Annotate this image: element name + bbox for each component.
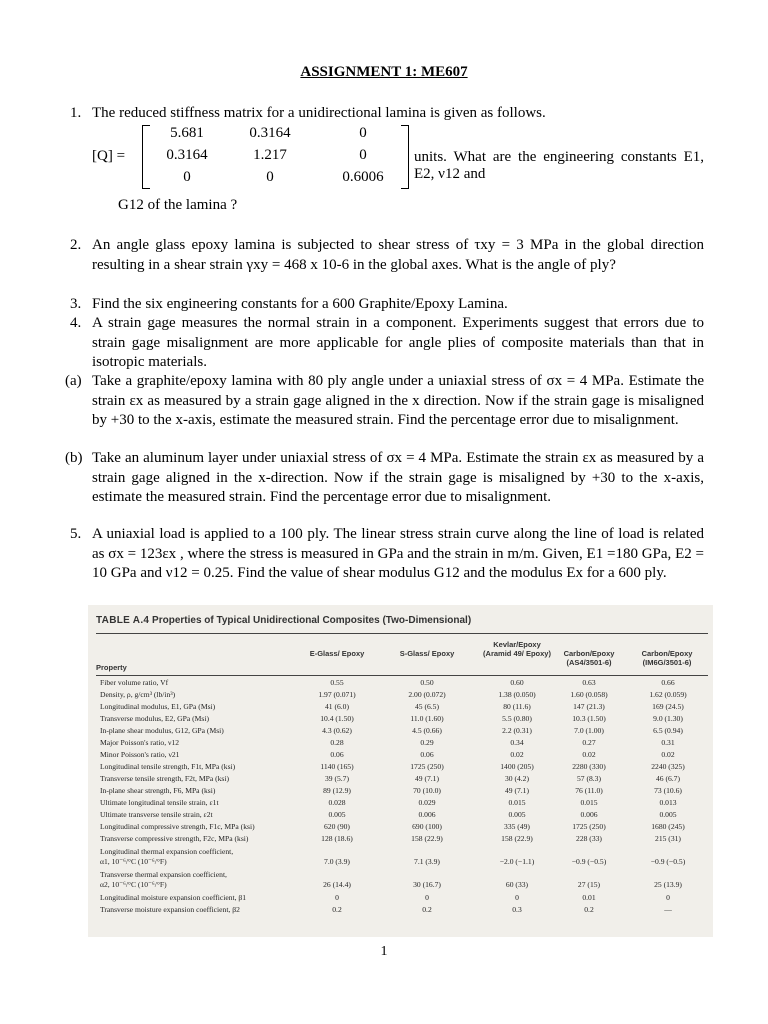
table-cell: 39 (5.7)	[324, 774, 350, 783]
table-cell: 0.06	[330, 750, 344, 759]
table-cell: 2.2 (0.31)	[502, 726, 532, 735]
question-text: A strain gage measures the normal strain in a component. Experiments suggest that errors due to strain gage misalignment are more applicable for angle plies of composite materials than that in isotropic materials.	[92, 315, 704, 370]
table-cell: 49 (7.1)	[414, 774, 440, 783]
table-cell: 0	[666, 893, 670, 902]
table-cell: 0.2	[422, 905, 432, 914]
table-caption-label: TABLE A.4	[96, 615, 150, 626]
table-cell: 158 (22.9)	[411, 834, 443, 843]
stiffness-matrix	[92, 125, 704, 193]
table-cell: 0.63	[582, 678, 596, 687]
table-cell: 0.013	[659, 798, 677, 807]
matrix-cell: 1.217	[253, 147, 287, 163]
table-row-property: Ultimate longitudinal tensile strain, ε1t	[100, 798, 219, 807]
table-cell: 2240 (325)	[651, 762, 685, 771]
table-cell: 89 (12.9)	[323, 786, 351, 795]
table-cell: 0	[425, 893, 429, 902]
table-cell: 0.31	[661, 738, 675, 747]
table-cell: 0.60	[510, 678, 524, 687]
table-cell: 0.005	[659, 810, 677, 819]
table-cell: 0.2	[332, 905, 342, 914]
question-text: The reduced stiffness matrix for a unidirectional lamina is given as follows.	[92, 105, 546, 121]
page-title: ASSIGNMENT 1: ME607	[300, 64, 468, 80]
table-cell: 2280 (330)	[572, 762, 606, 771]
table-row-property: Longitudinal compressive strength, F1c, MPa (ksi)	[100, 822, 255, 831]
question-3	[70, 295, 704, 315]
table-cell: 0.50	[420, 678, 434, 687]
table-cell: 0.66	[661, 678, 675, 687]
question-number: (a)	[65, 373, 82, 389]
matrix-cell: 0	[359, 125, 367, 141]
matrix-bracket-left	[142, 125, 150, 189]
table-cell: −2.0 (−1.1)	[499, 857, 535, 866]
table-rule-top	[96, 633, 708, 634]
table-cell: 73 (10.6)	[654, 786, 682, 795]
table-row-property: Minor Poisson's ratio, ν21	[100, 750, 180, 759]
table-cell: 0.005	[328, 810, 346, 819]
question-number: 5.	[70, 526, 82, 542]
table-cell: 10.3 (1.50)	[572, 714, 606, 723]
table-cell: 0.028	[328, 798, 346, 807]
table-cell: 60 (33)	[505, 880, 529, 889]
table-row-property: Transverse tensile strength, F2t, MPa (ksi)	[100, 774, 230, 783]
table-cell: 57 (8.3)	[576, 774, 602, 783]
table-cell: 45 (6.5)	[414, 702, 440, 711]
table-cell: 76 (11.0)	[575, 786, 603, 795]
table-row-property: In-plane shear modulus, G12, GPa (Msi)	[100, 726, 224, 735]
table-cell: 0.02	[510, 750, 524, 759]
table-cell: 0.006	[580, 810, 598, 819]
matrix-cell: 0	[266, 169, 274, 185]
matrix-cell: 0	[183, 169, 191, 185]
table-row-property: Transverse compressive strength, F2c, MPa (ksi)	[100, 834, 249, 843]
table-row-property: Longitudinal tensile strength, F1t, MPa (ksi)	[100, 762, 236, 771]
question-text: Take an aluminum layer under uniaxial stress of σx = 4 MPa. Estimate the strain εx as measured by a strain gage aligned in the x-direction. Now if the strain gage is misaligned by +30 to the x-axis, estimate the measured strain. Find the percentage error due to misalignment.	[92, 450, 704, 505]
table-cell: 2.00 (0.072)	[408, 690, 446, 699]
question-5	[70, 525, 704, 584]
table-cell: 0.06	[420, 750, 434, 759]
table-cell: 0.02	[661, 750, 675, 759]
question-number: 2.	[70, 237, 82, 253]
table-cell: 147 (21.3)	[573, 702, 605, 711]
table-cell: 10.4 (1.50)	[320, 714, 354, 723]
table-cell: 49 (7.1)	[504, 786, 530, 795]
table-cell: 70 (10.0)	[413, 786, 441, 795]
table-header-col: E-Glass/ Epoxy	[309, 649, 365, 658]
matrix-cell: 0.3164	[166, 147, 208, 163]
table-row-property: Longitudinal moisture expansion coefficient, β1	[100, 893, 247, 902]
question-4a	[65, 372, 704, 431]
matrix-cell: 0.6006	[342, 169, 384, 185]
matrix-label: [Q] =	[92, 148, 126, 164]
table-cell: 11.0 (1.60)	[410, 714, 444, 723]
table-cell: 620 (90)	[324, 822, 350, 831]
table-cell: 0	[335, 893, 339, 902]
table-cell: 1400 (205)	[500, 762, 534, 771]
table-cell: 0.015	[508, 798, 526, 807]
matrix-units-text: units. What are the engineering constants E1, E2, ν12 and	[414, 149, 704, 182]
table-row-property: Density, ρ, g/cm³ (lb/in³)	[100, 690, 176, 699]
table-cell: 46 (6.7)	[655, 774, 681, 783]
table-row-property: Fiber volume ratio, Vf	[100, 678, 169, 687]
table-cell: 169 (24.5)	[652, 702, 684, 711]
table-cell: 0.006	[418, 810, 436, 819]
matrix-bracket-right	[401, 125, 409, 189]
table-cell: 7.1 (3.9)	[414, 857, 440, 866]
table-cell: 1725 (250)	[572, 822, 606, 831]
question-number: 4.	[70, 315, 82, 331]
question-number: (b)	[65, 450, 83, 466]
table-header-col: S-Glass/ Epoxy	[399, 649, 455, 658]
table-cell: 4.3 (0.62)	[322, 726, 352, 735]
matrix-cell: 0.3164	[249, 125, 291, 141]
table-cell: 0.27	[582, 738, 596, 747]
table-row-property: α2, 10⁻⁶/°C (10⁻⁶/°F)	[100, 880, 167, 889]
table-cell: 0.34	[510, 738, 524, 747]
question-text: A uniaxial load is applied to a 100 ply. The linear stress strain curve along the line of load is related as σx = 123εx , where the stress is measured in GPa and the strain in m/m. Given, E1 =180 GPa, E2 = 10 GPa and ν12 = 0.25. Find the value of shear modulus G12 and the modulus Ex for a 600 ply.	[92, 526, 704, 581]
table-header-col: Carbon/Epoxy (IM6G/3501-6)	[641, 649, 693, 667]
page-number: 1	[380, 944, 388, 959]
table-cell: 1.62 (0.059)	[649, 690, 687, 699]
table-cell: 1140 (165)	[320, 762, 354, 771]
table-cell: 215 (31)	[655, 834, 681, 843]
table-cell: 0.2	[584, 905, 594, 914]
table-row-property: α1, 10⁻⁶/°C (10⁻⁶/°F)	[100, 857, 167, 866]
table-rule-header	[96, 675, 708, 676]
question-text: Take a graphite/epoxy lamina with 80 ply angle under a uniaxial stress of σx = 4 MPa. Estimate the strain εx as measured by a strain gage aligned in the x direction. Now if the strain gage is misaligned by +30 to the x-axis, estimate the measured strain. Find the percentage error due to misalignment.	[92, 373, 704, 428]
table-cell: 5.5 (0.80)	[502, 714, 532, 723]
table-cell: 0.55	[330, 678, 344, 687]
table-cell: 228 (33)	[576, 834, 602, 843]
table-cell: 30 (4.2)	[504, 774, 530, 783]
table-cell: 9.0 (1.30)	[653, 714, 683, 723]
table-cell: 1.60 (0.058)	[570, 690, 608, 699]
table-cell: 7.0 (3.9)	[324, 857, 350, 866]
table-header-col: Carbon/Epoxy (AS4/3501-6)	[563, 649, 615, 667]
question-4b	[65, 449, 704, 508]
table-cell: 158 (22.9)	[501, 834, 533, 843]
table-cell: 1725 (250)	[410, 762, 444, 771]
question-1-intro	[70, 104, 704, 124]
table-cell: 0.015	[580, 798, 598, 807]
properties-table	[88, 605, 713, 937]
table-header-col: Kevlar/Epoxy (Aramid 49/ Epoxy)	[483, 640, 551, 658]
table-row-property: Transverse thermal expansion coefficient,	[100, 870, 227, 879]
table-cell: 1.38 (0.050)	[498, 690, 536, 699]
table-cell: —	[664, 905, 672, 914]
question-2	[70, 236, 704, 275]
question-1-tail: G12 of the lamina ?	[118, 197, 238, 213]
question-number: 1.	[70, 105, 82, 121]
table-cell: 0.029	[418, 798, 436, 807]
table-cell: 0.28	[330, 738, 344, 747]
question-text: An angle glass epoxy lamina is subjected to shear stress of τxy = 3 MPa in the global direction resulting in a shear strain γxy = 468 x 10-6 in the global axes. What is the angle of ply?	[92, 237, 704, 273]
table-cell: 0.3	[512, 905, 522, 914]
table-cell: 7.0 (1.00)	[574, 726, 604, 735]
table-cell: 25 (13.9)	[654, 880, 682, 889]
table-cell: 0.02	[582, 750, 596, 759]
table-cell: 80 (11.6)	[503, 702, 531, 711]
table-cell: 30 (16.7)	[413, 880, 441, 889]
table-cell: −0.9 (−0.5)	[650, 857, 686, 866]
table-row-property: Transverse modulus, E2, GPa (Msi)	[100, 714, 209, 723]
table-cell: 690 (100)	[412, 822, 442, 831]
table-row-property: Transverse moisture expansion coefficient, β2	[100, 905, 240, 914]
table-caption-text: Properties of Typical Unidirectional Composites (Two-Dimensional)	[152, 615, 472, 626]
table-cell: 26 (14.4)	[323, 880, 351, 889]
table-cell: 0.005	[508, 810, 526, 819]
table-cell: 41 (6.0)	[324, 702, 350, 711]
table-cell: 1.97 (0.071)	[318, 690, 356, 699]
table-header-property: Property	[96, 663, 127, 672]
table-cell: 128 (18.6)	[321, 834, 353, 843]
table-caption	[96, 615, 471, 626]
question-number: 3.	[70, 296, 82, 312]
table-cell: −0.9 (−0.5)	[571, 857, 607, 866]
question-text: Find the six engineering constants for a 600 Graphite/Epoxy Lamina.	[92, 296, 508, 312]
question-4	[70, 314, 704, 373]
table-cell: 27 (15)	[577, 880, 601, 889]
table-row-property: Longitudinal modulus, E1, GPa (Msi)	[100, 702, 216, 711]
table-row-property: Major Poisson's ratio, ν12	[100, 738, 180, 747]
table-cell: 4.5 (0.66)	[412, 726, 442, 735]
table-cell: 0	[515, 893, 519, 902]
table-cell: 6.5 (0.94)	[653, 726, 683, 735]
table-cell: 1680 (245)	[651, 822, 685, 831]
table-cell: 0.01	[582, 893, 596, 902]
table-cell: 335 (49)	[504, 822, 530, 831]
matrix-cell: 5.681	[170, 125, 204, 141]
table-cell: 0.29	[420, 738, 434, 747]
table-row-property: In-plane shear strength, F6, MPa (ksi)	[100, 786, 216, 795]
table-row-property: Ultimate transverse tensile strain, ε2t	[100, 810, 213, 819]
table-row-property: Longitudinal thermal expansion coefficient,	[100, 847, 234, 856]
matrix-cell: 0	[359, 147, 367, 163]
